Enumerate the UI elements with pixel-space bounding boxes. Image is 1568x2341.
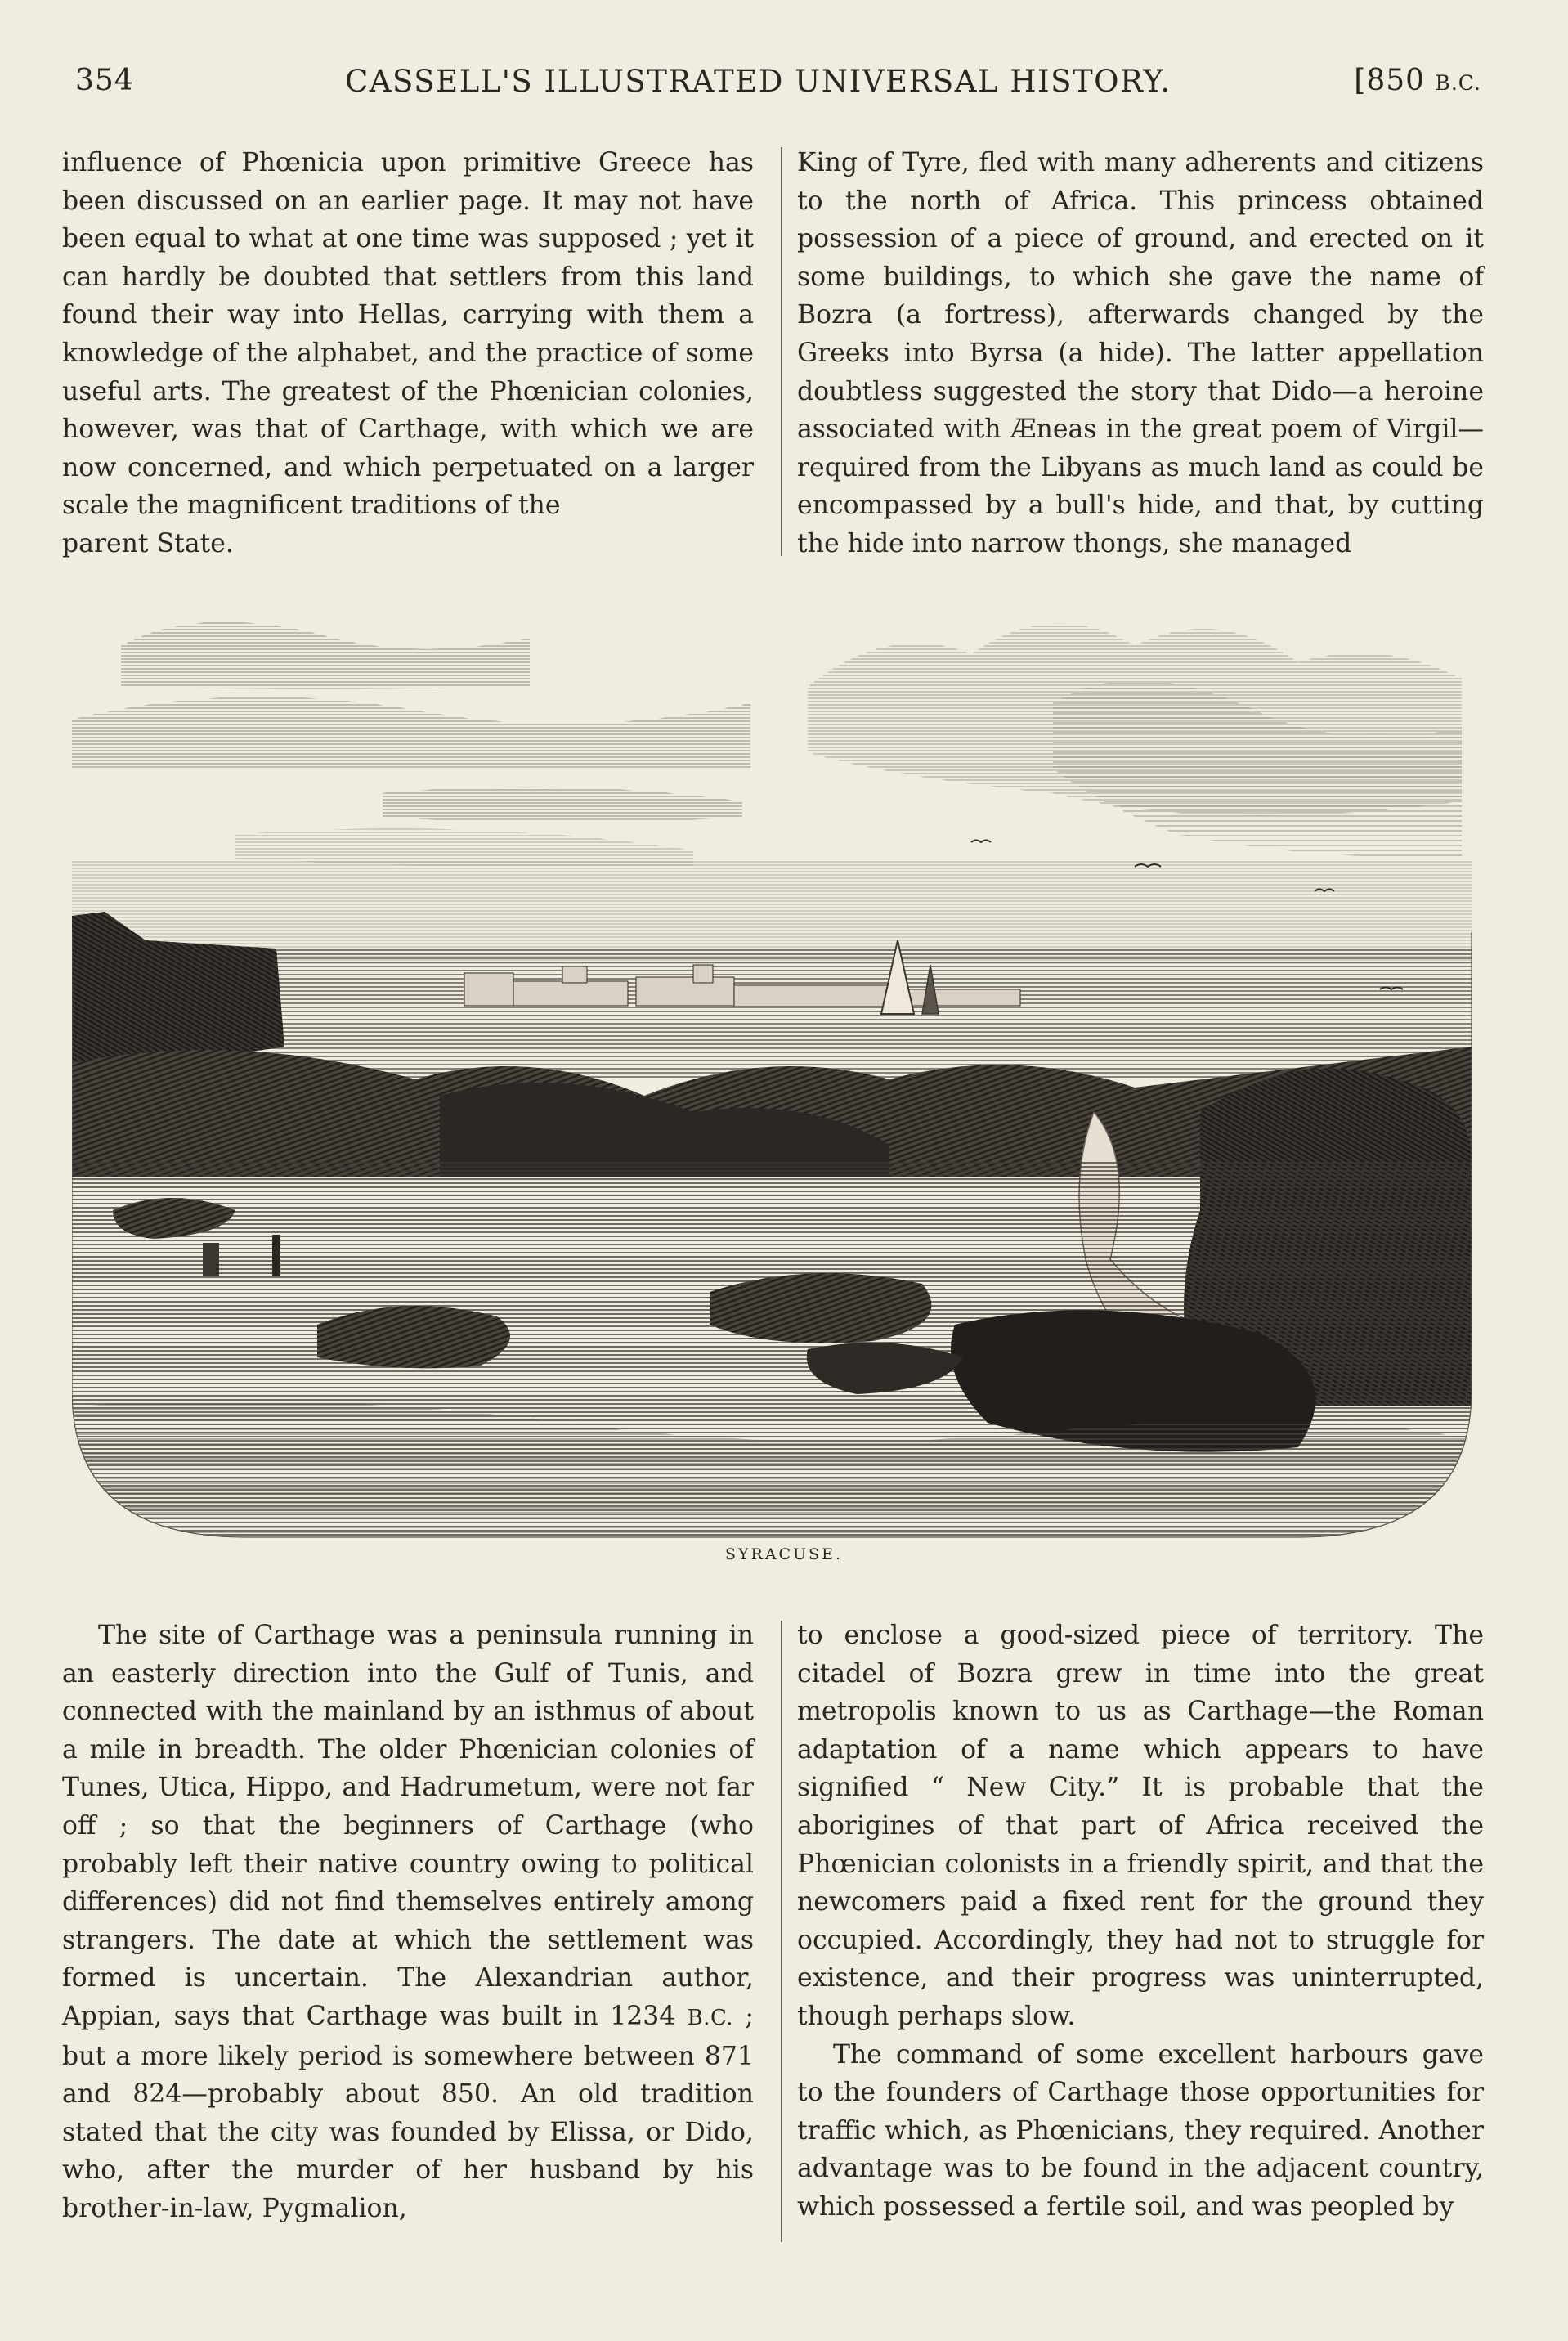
- illustration-caption: SYRACUSE.: [724, 1545, 844, 1563]
- top-right-paragraph: King of Tyre, fled with many adherents and citizens to the north of Africa. This princess obtained possession of a piece of ground, and erected on it some buildings, to which she gave the name of Bozra (a fortress), afterwards changed by the Greeks into Byrsa (a hide). The latter appellation doubtless suggested the story that Dido—a heroine associated with Æneas in the great poem of Virgil—required from the Libyans as much land as could be encompassed by a bull's hide, and that, by cutting the hide into narrow thongs, she managed: [797, 148, 1484, 558]
- top-right-column: [797, 144, 1484, 563]
- running-title: CASSELL'S ILLUSTRATED UNIVERSAL HISTORY.: [345, 64, 1172, 99]
- running-header: [75, 64, 1481, 113]
- sky-clouds: [72, 622, 1462, 868]
- bottom-left-paragraph: [62, 1617, 754, 2228]
- top-column-divider: [781, 147, 782, 556]
- date-prefix: [850: [1354, 64, 1436, 97]
- top-left-column: [62, 144, 754, 563]
- page-number: 354: [75, 64, 134, 97]
- carthage-site-text-1: The site of Carthage was a peninsula running in an easterly direction into the Gulf of Tunis, and connected with the mainland by an isthmus of about a mile in breadth. The older Phœnician colonies of Tunes, Utica, Hippo, and Hadrumetum, were not far off ; so that the beginners of Carthage (who probably left their native country owing to political differences) did not find themselves entirely among strangers. The date at which the settlement was formed is uncertain. The Alexandrian author, Appian, says that Carthage was built in 1234: [62, 1621, 754, 2031]
- top-left-last-line: parent State.: [62, 528, 234, 558]
- running-date: [1354, 64, 1481, 97]
- bottom-left-column: [62, 1617, 754, 2228]
- bottom-right-paragraph-2: The command of some excellent harbours gave to the founders of Carthage those opportunities for traffic which, as Phœnicians, they required. Another advantage was to be found in the adjacent country, which possessed a fertile soil, and was peopled by: [797, 2039, 1484, 2222]
- syracuse-engraving: [72, 589, 1472, 1545]
- top-left-paragraph: influence of Phœnicia upon primitive Greece has been discussed on an earlier page. It may not have been equal to what at one time was supposed ; yet it can hardly be doubted that settlers from this land found their way into Hellas, carrying with them a knowledge of the alphabet, and the practice of some useful arts. The greatest of the Phœnician colonies, however, was that of Carthage, with which we are now concerned, and which perpetuated on a larger scale the magnificent traditions of the: [62, 148, 754, 521]
- bottom-column-divider: [781, 1621, 782, 2242]
- carthage-site-text-2: ; but a more likely period is somewhere between 871 and 824—probably about 850. An old tradition stated that the city was founded by Elissa, or Dido, who, after the murder of her husband by his brother-in-law, Pygmalion,: [62, 2001, 754, 2223]
- era-bc: B.C.: [687, 2005, 733, 2030]
- bottom-right-column: [797, 1617, 1484, 2227]
- date-era: B.C.: [1435, 71, 1481, 95]
- bottom-right-paragraph-1: to enclose a good-sized piece of territory. The citadel of Bozra grew in time into the great metropolis known to us as Carthage—the Roman adaptation of a name which appears to have signified “ New City.” It is probable that the aborigines of that part of Africa received the Phœnician colonists in a friendly spirit, and that the newcomers paid a fixed rent for the ground they occupied. Accordingly, they had not to struggle for existence, and their progress was uninterrupted, though perhaps slow.: [797, 1621, 1484, 2031]
